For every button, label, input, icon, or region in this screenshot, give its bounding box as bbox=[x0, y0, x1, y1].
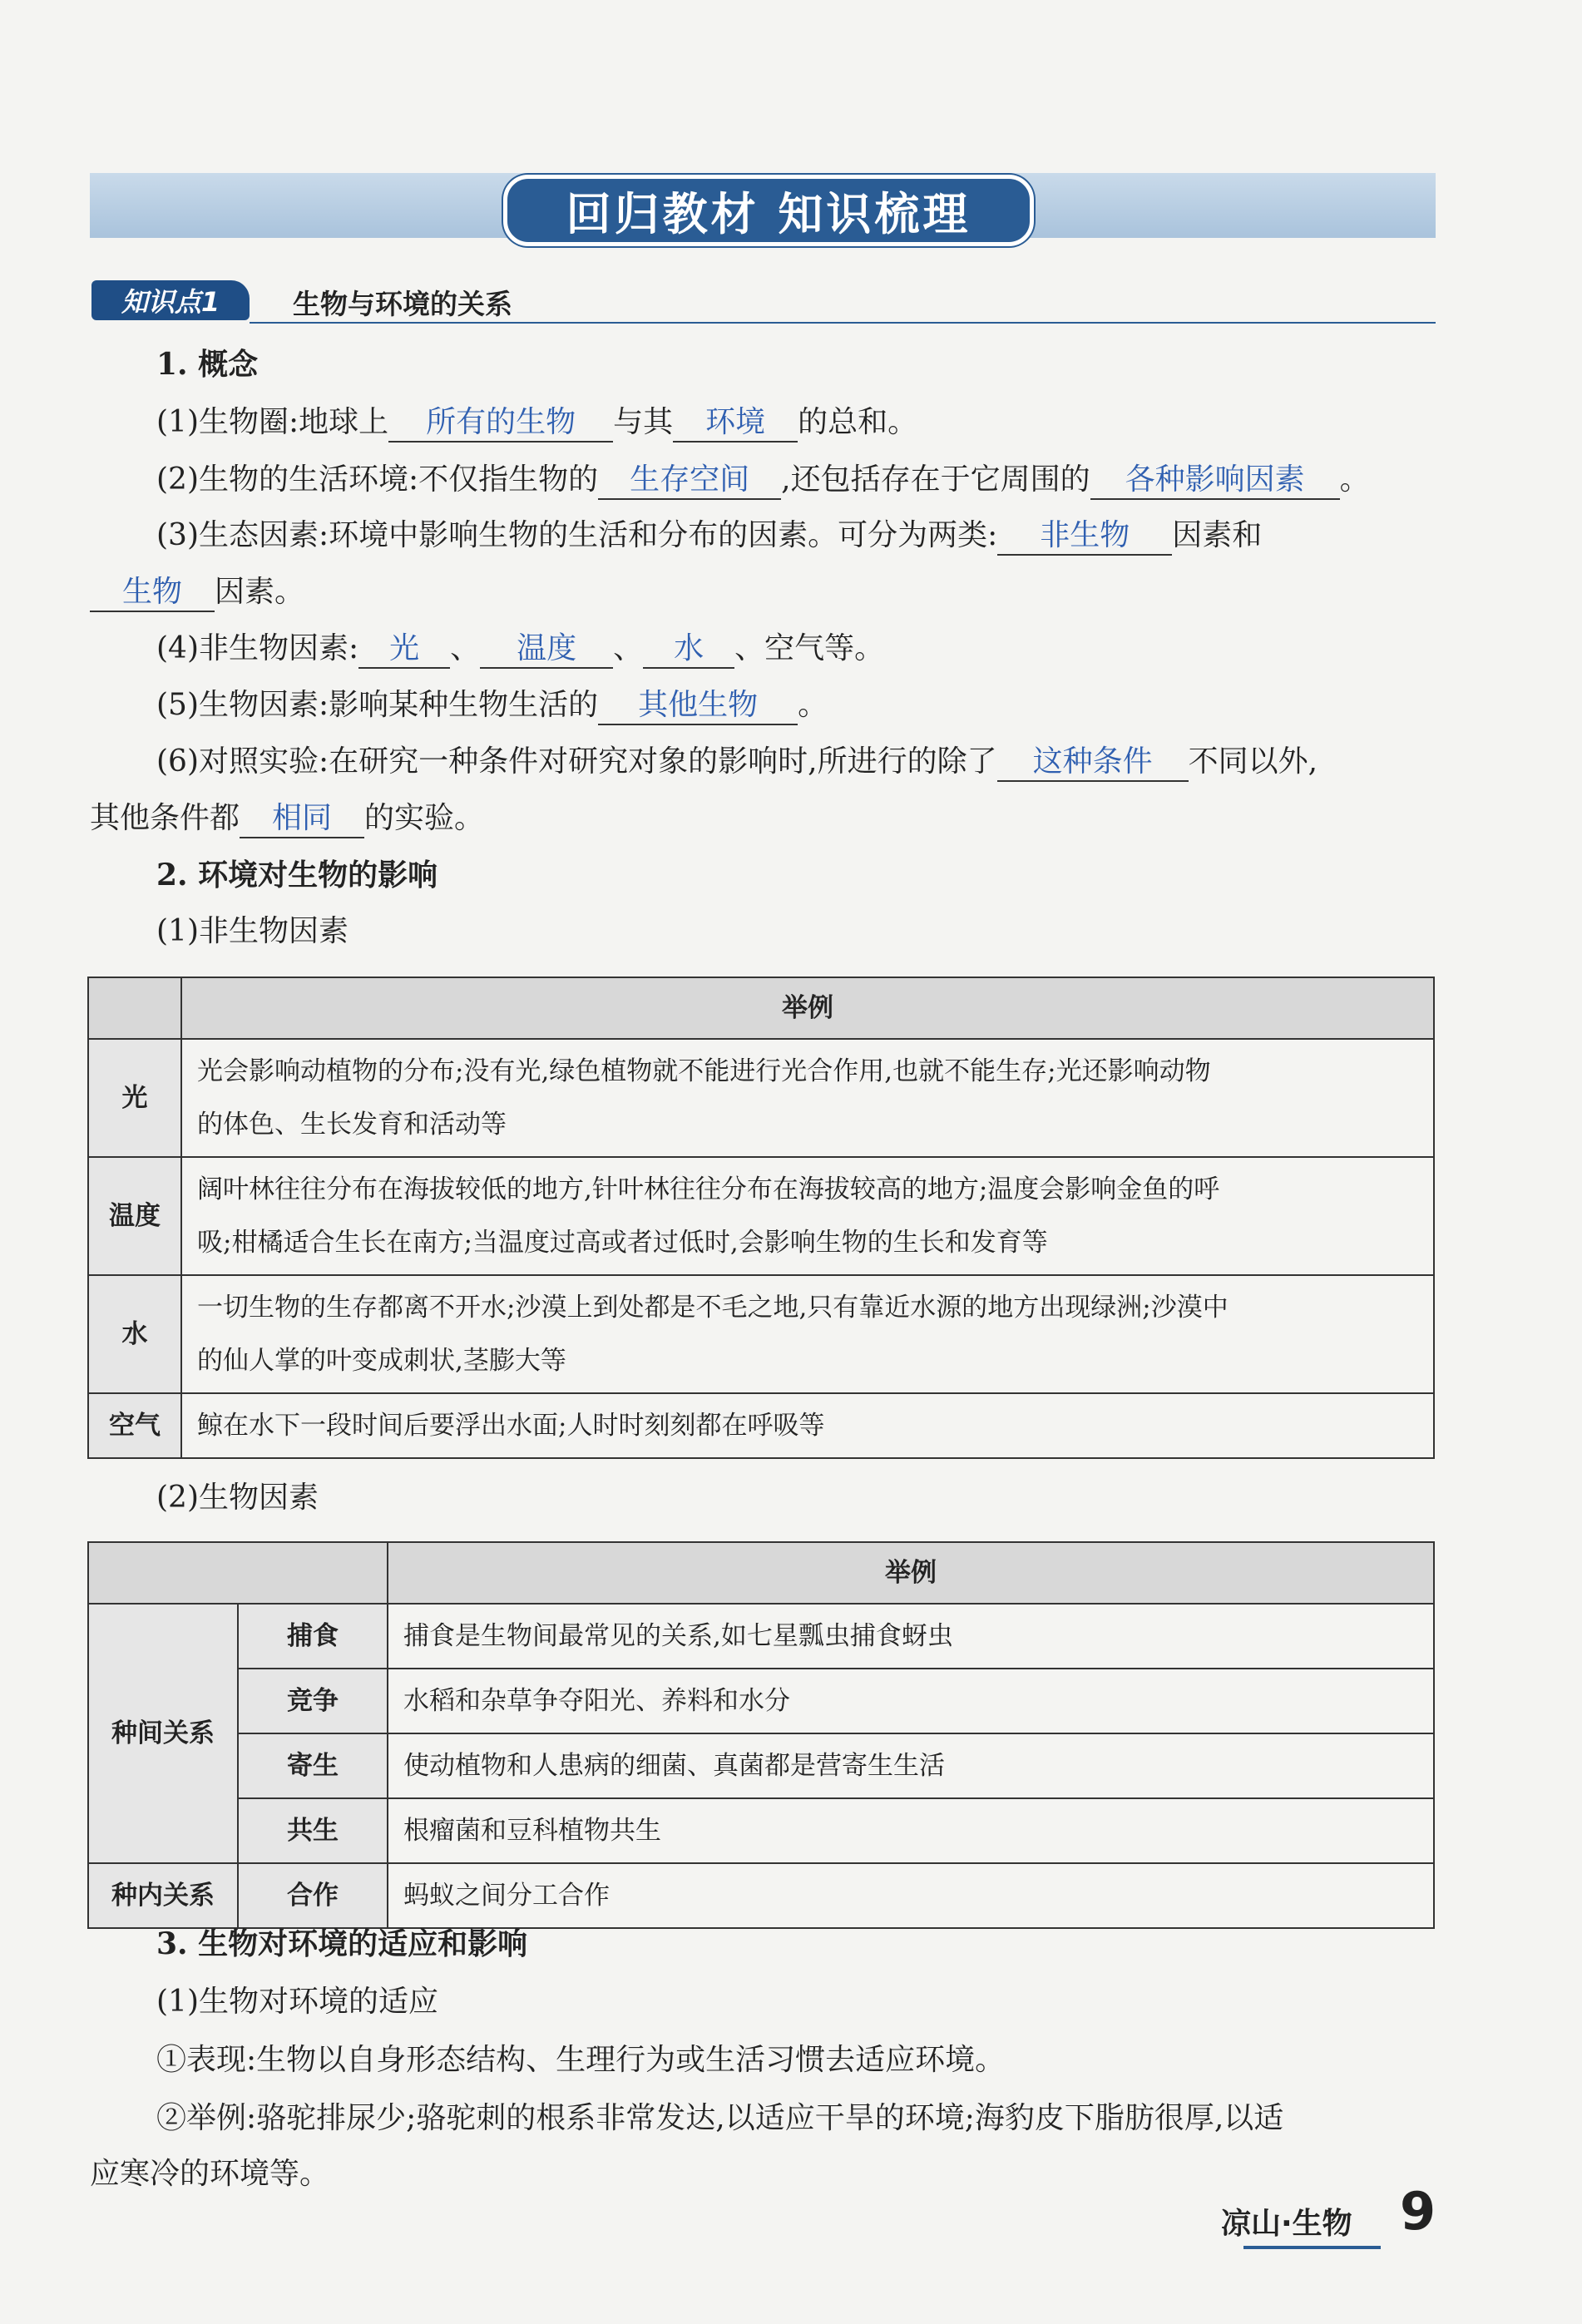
answer-blank: 水 bbox=[643, 630, 734, 669]
heading-divider bbox=[250, 322, 1436, 324]
text: (4)非生物因素: bbox=[156, 631, 359, 665]
relation-type-cell: 共生 bbox=[238, 1798, 388, 1863]
section-3-heading: 3. 生物对环境的适应和影响 bbox=[156, 1926, 528, 1961]
footer-label: 凉山·生物 bbox=[1221, 2207, 1352, 2241]
table-row bbox=[88, 1393, 1434, 1458]
text: 的总和。 bbox=[798, 405, 918, 439]
table-row bbox=[88, 1157, 1434, 1275]
text: 因素和 bbox=[1172, 518, 1263, 552]
text: 。 bbox=[1339, 462, 1370, 497]
example-line: 光会影响动植物的分布;没有光,绿色植物就不能进行光合作用,也就不能生存;光还影响动物 bbox=[197, 1056, 1211, 1086]
relation-type-cell: 合作 bbox=[238, 1863, 388, 1928]
text: (6)对照实验:在研究一种条件对研究对象的影响时,所进行的除了 bbox=[156, 744, 997, 779]
text: 的实验。 bbox=[364, 801, 485, 835]
concept-line-6 bbox=[156, 742, 1318, 782]
section-1-heading: 1. 概念 bbox=[156, 347, 259, 382]
answer-blank: 环境 bbox=[673, 404, 798, 443]
example-cell bbox=[181, 1157, 1434, 1275]
text: 其他条件都 bbox=[90, 801, 240, 835]
example-line: 吸;柑橘适合生长在南方;当温度过高或者过低时,会影响生物的生长和发育等 bbox=[197, 1228, 1048, 1258]
answer-blank: 其他生物 bbox=[598, 687, 798, 725]
concept-line-2 bbox=[156, 460, 1370, 500]
text: (3)生态因素:环境中影响生物的生活和分布的因素。可分为两类: bbox=[156, 518, 998, 552]
relation-type-cell: 捕食 bbox=[238, 1604, 388, 1669]
concept-line-3-cont bbox=[90, 572, 304, 612]
banner-title: 回归教材 知识梳理 bbox=[566, 187, 971, 240]
table-row bbox=[88, 1733, 1434, 1798]
answer-blank: 各种影响因素 bbox=[1090, 462, 1340, 500]
section-2-heading: 2. 环境对生物的影响 bbox=[156, 858, 438, 893]
answer-blank: 所有的生物 bbox=[388, 404, 613, 443]
table-row bbox=[88, 1039, 1434, 1157]
answer-blank: 生物 bbox=[90, 574, 215, 612]
table-row bbox=[88, 1604, 1434, 1669]
abiotic-subheading: (1)非生物因素 bbox=[156, 914, 349, 948]
table-header-example: 举例 bbox=[181, 977, 1434, 1039]
knowledge-point-title: 生物与环境的关系 bbox=[293, 288, 512, 320]
table-header-example: 举例 bbox=[388, 1542, 1434, 1604]
example-cell bbox=[181, 1275, 1434, 1393]
abiotic-factors-table bbox=[87, 977, 1435, 1459]
knowledge-point-tag: 知识点1 bbox=[91, 280, 250, 320]
text: (2)生物的生活环境:不仅指生物的 bbox=[156, 462, 599, 497]
example-cell: 水稻和杂草争夺阳光、养料和水分 bbox=[388, 1669, 1434, 1733]
example-cell: 根瘤菌和豆科植物共生 bbox=[388, 1798, 1434, 1863]
concept-line-5 bbox=[156, 685, 828, 725]
adaptation-example-cont: 应寒冷的环境等。 bbox=[90, 2157, 330, 2191]
example-line: 的仙人掌的叶变成刺状,茎膨大等 bbox=[197, 1346, 566, 1376]
relation-type-cell: 竞争 bbox=[238, 1669, 388, 1733]
table-row bbox=[88, 1669, 1434, 1733]
table-row bbox=[88, 1798, 1434, 1863]
factor-cell: 温度 bbox=[88, 1157, 181, 1275]
text: 与其 bbox=[613, 405, 674, 439]
text: (5)生物因素:影响某种生物生活的 bbox=[156, 688, 599, 722]
group-cell: 种内关系 bbox=[88, 1863, 238, 1928]
text: 。 bbox=[798, 688, 828, 722]
adaptation-subheading: (1)生物对环境的适应 bbox=[156, 1985, 438, 2019]
text: ,还包括存在于它周围的 bbox=[781, 462, 1090, 497]
table-header-blank bbox=[88, 1542, 388, 1604]
adaptation-manifestation: ①表现:生物以自身形态结构、生理行为或生活习惯去适应环境。 bbox=[156, 2043, 1006, 2077]
biotic-factors-table bbox=[87, 1541, 1435, 1929]
footer-underline bbox=[1243, 2246, 1381, 2249]
table-header-blank bbox=[88, 977, 181, 1039]
group-cell: 种间关系 bbox=[88, 1604, 238, 1863]
concept-line-3 bbox=[156, 516, 1262, 556]
example-line: 一切生物的生存都离不开水;沙漠上到处都是不毛之地,只有靠近水源的地方出现绿洲;沙漠中 bbox=[197, 1293, 1229, 1323]
factor-cell: 水 bbox=[88, 1275, 181, 1393]
text: 、空气等。 bbox=[734, 631, 885, 665]
example-line: 的体色、生长发育和活动等 bbox=[197, 1110, 507, 1140]
example-cell: 蚂蚁之间分工合作 bbox=[388, 1863, 1434, 1928]
concept-line-4 bbox=[156, 629, 884, 669]
example-cell: 鲸在水下一段时间后要浮出水面;人时时刻刻都在呼吸等 bbox=[181, 1393, 1434, 1458]
concept-line-6-cont bbox=[90, 799, 484, 838]
text: 不同以外, bbox=[1188, 744, 1318, 779]
answer-blank: 相同 bbox=[240, 800, 364, 838]
answer-blank: 光 bbox=[358, 630, 450, 669]
relation-type-cell: 寄生 bbox=[238, 1733, 388, 1798]
table-row bbox=[88, 1275, 1434, 1393]
answer-blank: 非生物 bbox=[997, 517, 1172, 556]
example-cell: 使动植物和人患病的细菌、真菌都是营寄生生活 bbox=[388, 1733, 1434, 1798]
factor-cell: 光 bbox=[88, 1039, 181, 1157]
banner-title-badge bbox=[503, 175, 1034, 246]
text: 、 bbox=[613, 631, 644, 665]
answer-blank: 这种条件 bbox=[997, 744, 1189, 782]
concept-line-1 bbox=[156, 403, 917, 443]
answer-blank: 生存空间 bbox=[598, 462, 781, 500]
example-cell: 捕食是生物间最常见的关系,如七星瓢虫捕食蚜虫 bbox=[388, 1604, 1434, 1669]
biotic-subheading: (2)生物因素 bbox=[156, 1481, 319, 1515]
text: 因素。 bbox=[215, 575, 305, 609]
example-cell bbox=[181, 1039, 1434, 1157]
table-row bbox=[88, 1863, 1434, 1928]
text: (1)生物圈:地球上 bbox=[156, 405, 389, 439]
adaptation-example: ②举例:骆驼排尿少;骆驼刺的根系非常发达,以适应干旱的环境;海豹皮下脂肪很厚,以适 bbox=[156, 2101, 1284, 2135]
page-number: 9 bbox=[1400, 2181, 1436, 2242]
example-line: 阔叶林往往分布在海拔较低的地方,针叶林往往分布在海拔较高的地方;温度会影响金鱼的呼 bbox=[197, 1174, 1220, 1204]
factor-cell: 空气 bbox=[88, 1393, 181, 1458]
text: 、 bbox=[450, 631, 481, 665]
answer-blank: 温度 bbox=[480, 630, 613, 669]
